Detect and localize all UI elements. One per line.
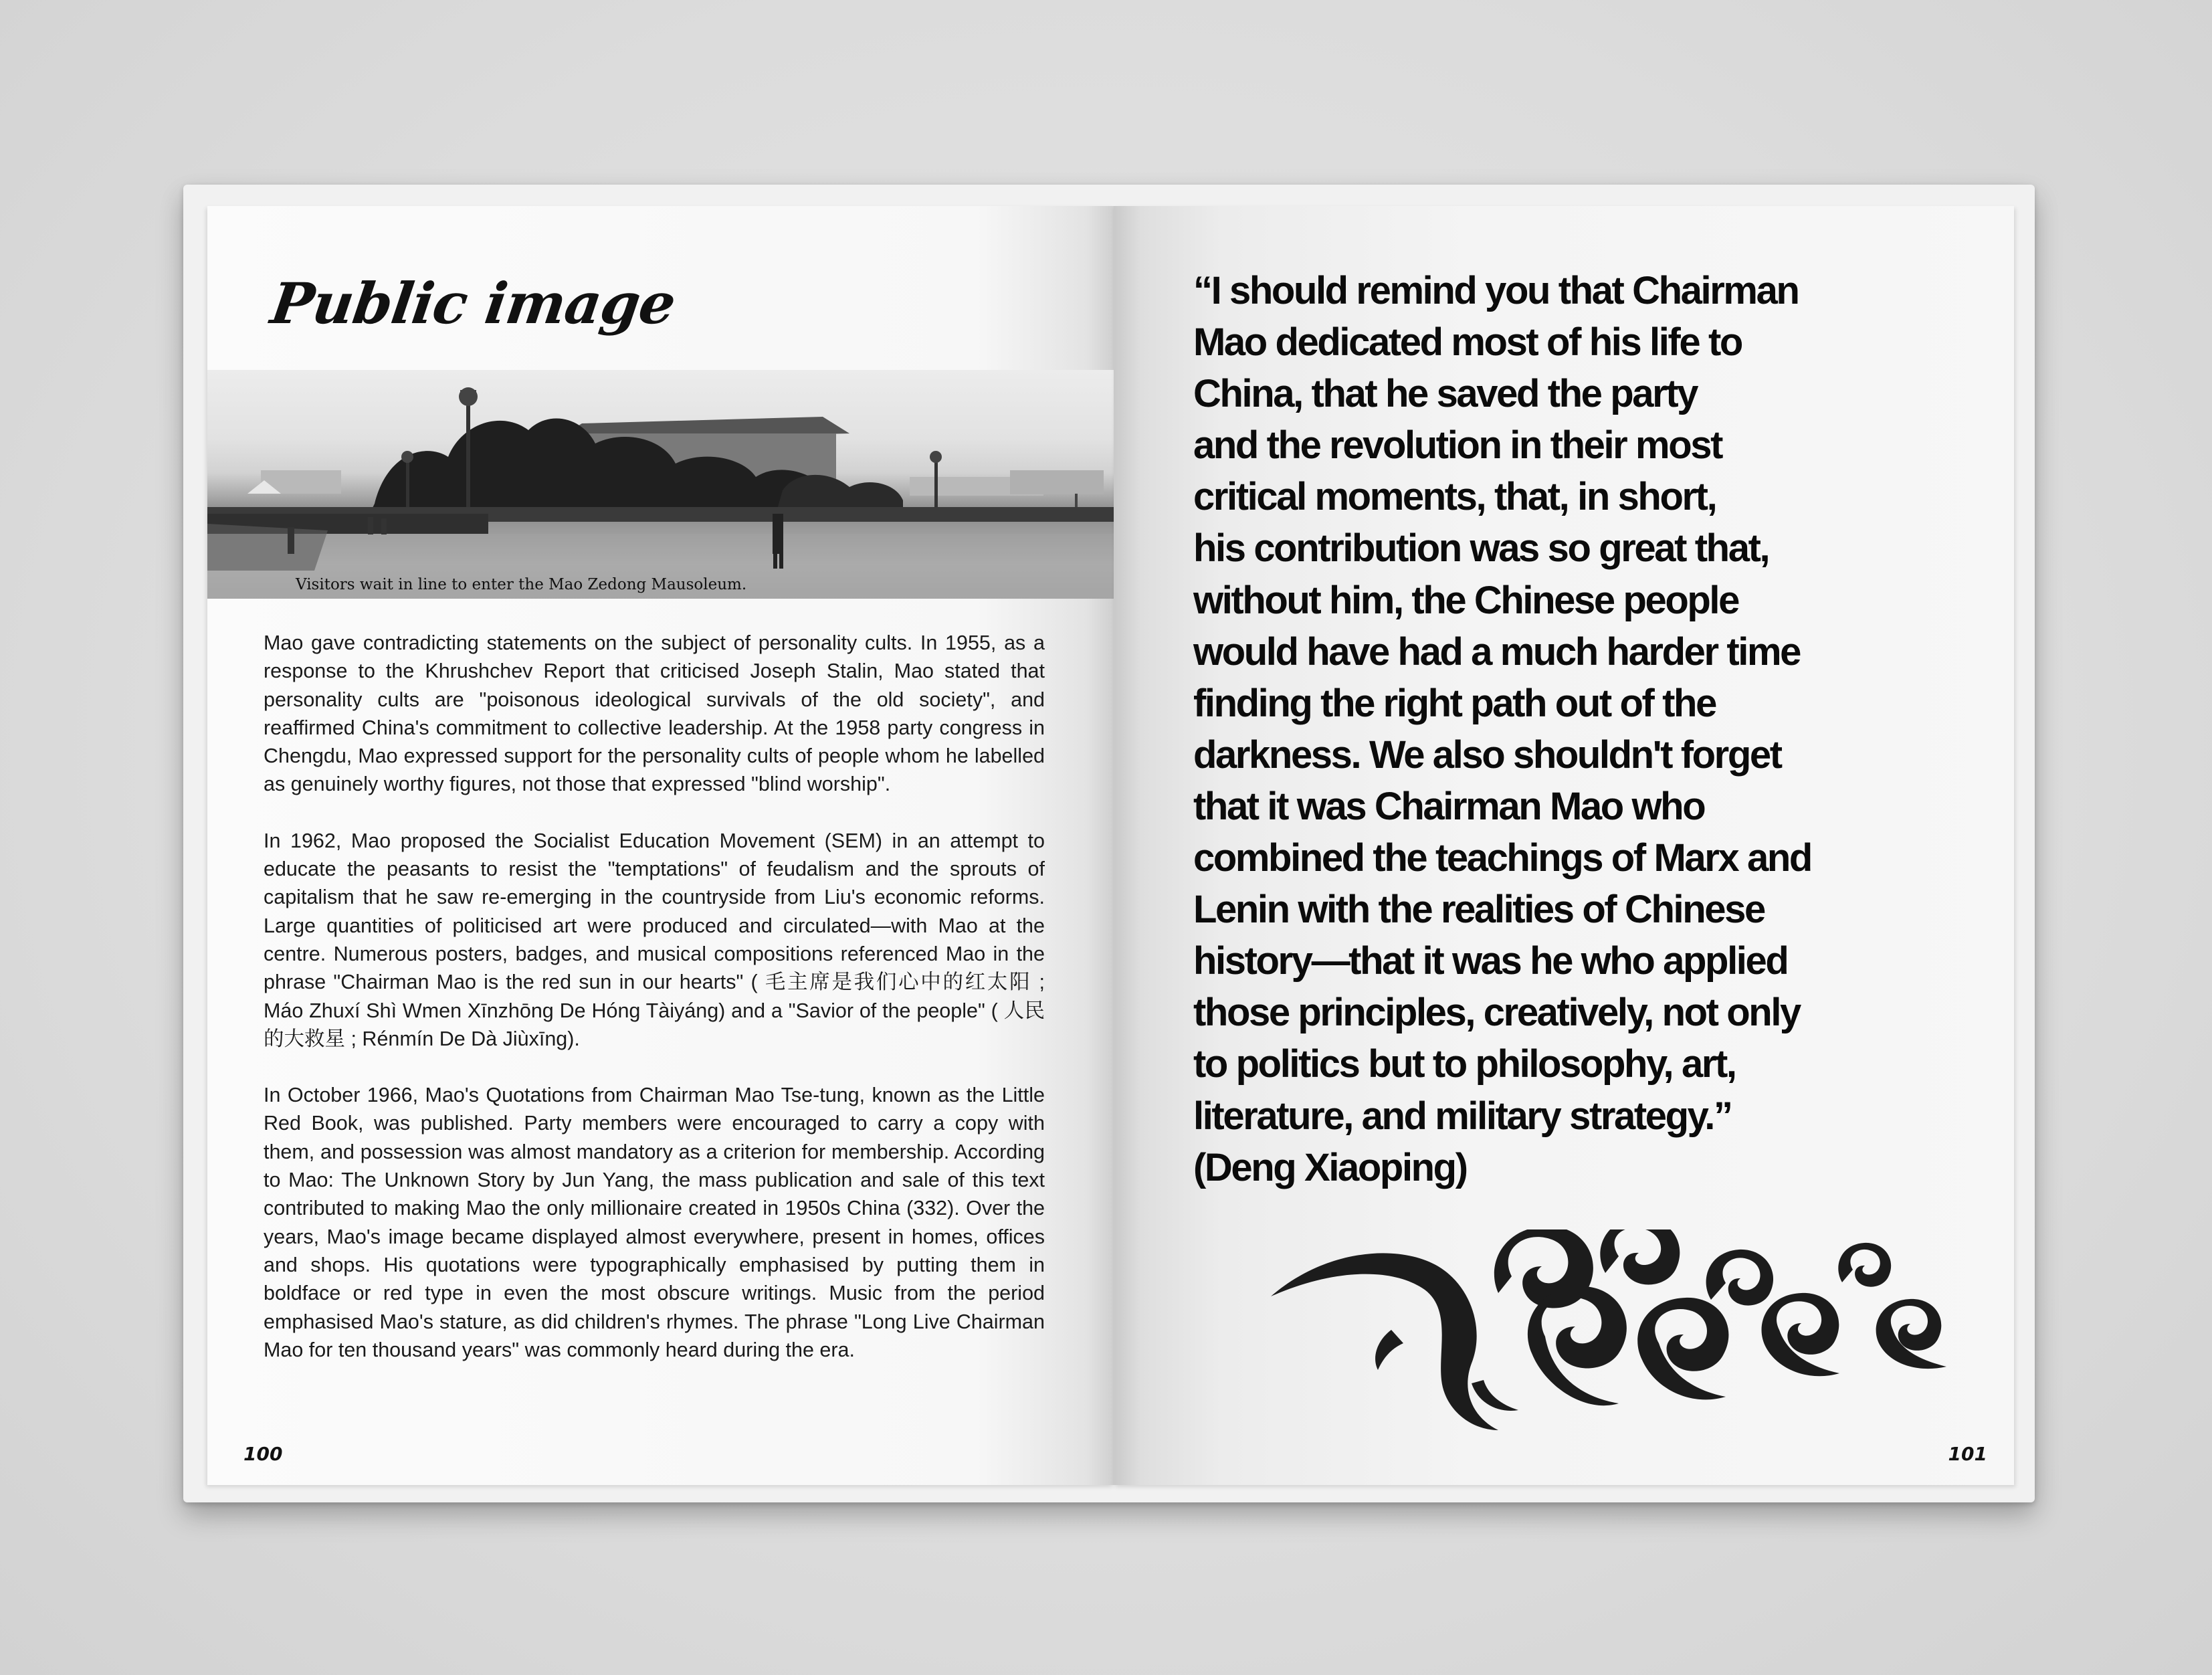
quote-line: Lenin with the realities of Chinese	[1193, 888, 1765, 932]
quote-line: his contribution was so great that,	[1193, 526, 1769, 571]
paragraph-1: Mao gave contradicting statements on the subject of personality cults. In 1955, as a response to the Khrushchev Report that criticised Joseph Stalin, Mao stated that personality cults are "poisonous ideological survivals of the old society", and reaffirmed China's commitment to collective leadership. At the 1958 party congress in Chengdu, Mao expressed support for the personality cults of people whom he labelled as genuinely worthy figures, not those that expressed "blind worship".	[264, 631, 1045, 796]
left-page	[207, 206, 1114, 1485]
page-number-left: 100	[243, 1443, 283, 1465]
quote-line: those principles, creatively, not only	[1193, 991, 1800, 1035]
quote-line: Mao dedicated most of his life to	[1193, 320, 1742, 365]
quote-line: “I should remind you that Chairman	[1193, 269, 1799, 312]
quote-line: China, that he saved the party	[1193, 372, 1698, 416]
quote-line: that it was Chairman Mao who	[1193, 784, 1705, 828]
cloud-ornament-icon	[1271, 1229, 1953, 1450]
quote-line: critical moments, that, in short,	[1193, 475, 1716, 519]
photo-caption: Visitors wait in line to enter the Mao Zedong Mausoleum.	[296, 576, 747, 593]
quote-line: to politics but to philosophy, art,	[1193, 1042, 1736, 1086]
section-title: Public image	[267, 270, 680, 336]
quote-line: combined the teachings of Marx and	[1193, 836, 1811, 880]
quote-line: history—that it was he who applied	[1193, 939, 1788, 983]
quote-line: and the revolution in their most	[1193, 423, 1722, 468]
paragraph-2: In 1962, Mao proposed the Socialist Education Movement (SEM) in an attempt to educate the peasants to resist the "temptations" of feudalism and the sprouts of capitalism that he saw re-emerging in the countryside from Liu's economic reforms. Large quantities of politicised art were produced and circulated—with Mao at the centre. Numerous posters, badges, and musical compositions referenced Mao in the phrase "Chairman Mao is the red sun in our hearts" ( 毛主席是我们心中的红太阳 ; Máo Zhuxí Shì Wmen Xīnzhōng De Hóng Tàiyáng) and a "Savior of the people" ( 人民的大救星 ; Rénmín De Dà Jiùxīng).	[264, 829, 1045, 1050]
quote-attribution: (Deng Xiaoping)	[1193, 1145, 1467, 1189]
quote-line: darkness. We also shouldn't forget	[1193, 732, 1781, 777]
quote-line: literature, and military strategy.”	[1193, 1094, 1732, 1138]
quote-line: finding the right path out of the	[1193, 681, 1716, 725]
quote-line: without him, the Chinese people	[1193, 578, 1738, 622]
quote-line: would have had a much harder time	[1193, 629, 1801, 674]
page-number-right: 101	[1948, 1443, 1987, 1465]
paragraph-3: In October 1966, Mao's Quotations from Chairman Mao Tse-tung, known as the Little Red Book, was published. Party members were encouraged to carry a copy with them, and possession was almost mandatory as a criterion for membership. According to Mao: The Unknown Story by Jun Yang, the mass publication and sale of this text contributed to making Mao the only millionaire created in 1950s China (332). Over the years, Mao's image became displayed almost everywhere, present in homes, offices and shops. His quotations were typographically emphasised by putting them in boldface or red type in even the most obscure writings. Music from the period emphasised Mao's stature, as did children's rhymes. The phrase "Long Live Chairman Mao for ten thousand years" was commonly heard during the era.	[264, 1084, 1045, 1361]
body-text	[264, 629, 1045, 1392]
quote-block	[1193, 265, 1983, 1193]
mausoleum-photo	[207, 370, 1114, 599]
mausoleum-photo-drawing	[207, 370, 1114, 599]
right-page	[1114, 206, 2014, 1485]
